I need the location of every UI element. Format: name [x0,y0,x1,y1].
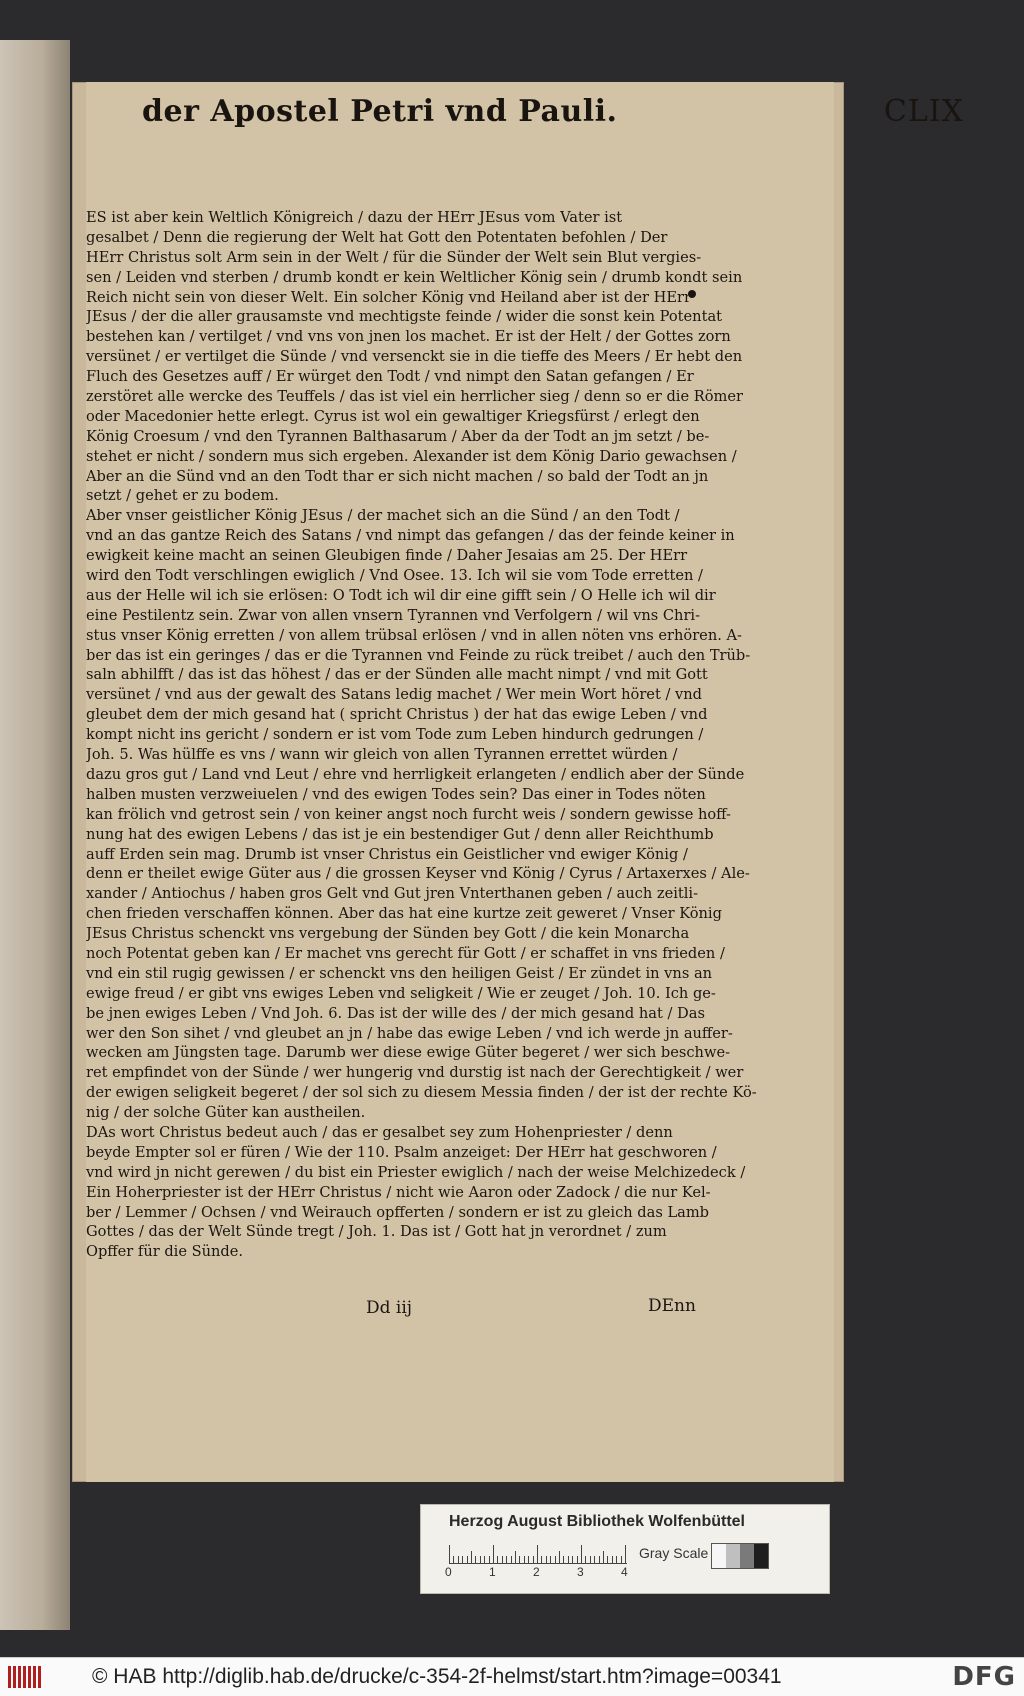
text-line: nung hat des ewigen Lebens / das ist je ein bestendiger Gut / denn aller Reichthumb [86,825,714,843]
text-line: eine Pestilentz sein. Zwar von allen vnsern Tyrannen vnd Verfolgern / wil vns Chri- [86,606,701,624]
text-line: aus der Helle wil ich sie erlösen: O Todt ich wil dir eine gifft sein / O Helle ich wil dir [86,586,716,604]
ruler-tick [471,1551,472,1563]
gray-swatch [712,1544,726,1568]
ruler-tick [555,1556,556,1563]
ruler-label: 1 [489,1565,496,1579]
ruler-tick [511,1556,512,1563]
ruler-tick [594,1556,595,1563]
text-line: nig / der solche Güter kan austheilen. [86,1104,366,1122]
ruler-tick [453,1556,454,1563]
folio-number: CLIX [883,94,964,129]
text-line: setzt / gehet er zu bodem. [86,487,279,505]
ruler-tick [612,1556,613,1563]
ruler-tick [502,1556,503,1563]
text-line: König Croesum / vnd den Tyrannen Balthasarum / Aber da der Todt an jm setzt / be- [86,427,710,445]
text-line: vnd wird jn nicht gerewen / du bist ein Priester ewiglich / nach der weise Melchizedeck / [86,1163,746,1181]
ruler-tick [519,1556,520,1563]
text-line: Gottes / das der Welt Sünde tregt / Joh. 1. Das ist / Gott hat jn verordnet / zum [86,1223,667,1241]
gray-swatch [740,1544,754,1568]
ruler-tick [449,1545,450,1563]
text-line: ewigkeit keine macht an seinen Gleubigen finde / Daher Jesaias am 25. Der HErr [86,547,688,565]
ruler-tick [484,1556,485,1563]
ruler-tick [515,1551,516,1563]
text-line: stehet er nicht / sondern mus sich ergeben. Alexander ist dem König Dario gewachsen / [86,447,737,465]
ruler-tick [585,1556,586,1563]
source-url[interactable]: © HAB http://diglib.hab.de/drucke/c-354-2f-helmst/start.htm?image=00341 [92,1665,782,1688]
ruler-tick [493,1545,494,1563]
gray-scale-swatches [711,1543,769,1569]
text-line: ret empfindet von der Sünde / wer hungerig vnd durstig ist nach der Gerechtigkeit / wer [86,1064,744,1082]
text-line: be jnen ewiges Leben / Vnd Joh. 6. Das ist der wille des / der mich gesand hat / Das [86,1004,705,1022]
text-line: wer den Son sihet / vnd gleubet an jn / habe das ewige Leben / vnd ich werde jn auffer- [86,1024,733,1042]
ruler-tick [524,1556,525,1563]
ruler-label: 0 [445,1565,452,1579]
text-line: wird den Todt verschlingen ewiglich / Vnd Osee. 13. Ich wil sie vom Tode erretten / [86,567,703,585]
library-name: Herzog August Bibliothek Wolfenbüttel [449,1513,745,1530]
text-line: chen frieden verschaffen können. Aber das hat eine kurtze zeit geweret / Vnser König [86,905,722,923]
ruler-tick [458,1556,459,1563]
ruler-tick [475,1556,476,1563]
text-line: Opffer für die Sünde. [86,1243,244,1261]
cm-ruler [449,1541,627,1564]
dfg-logo: DFG [952,1662,1016,1692]
text-line: xander / Antiochus / haben gros Gelt vnd Gut jren Vnterthanen geben / auch zeitli- [86,885,699,903]
text-line: stus vnser König erretten / von allem trübsal erlösen / vnd in allen nöten vns erhören. A- [86,626,742,644]
text-line: der ewigen seligkeit begeret / der sol sich zu diesem Messia finden / der ist der rechte Kö- [86,1084,757,1102]
text-line: Fluch des Gesetzes auff / Er würget den Todt / vnd nimpt den Satan gefangen / Er [86,368,694,386]
text-line: bestehen kan / vertilget / vnd vns von jnen los machet. Er ist der Helt / der Gottes zorn [86,328,731,346]
adjacent-page-edge [0,40,70,1630]
text-line: JEsus / der die aller grausamste vnd mechtigste feinde / wider die sonst kein Potentat [86,308,723,326]
text-line: sen / Leiden vnd sterben / drumb kondt er kein Weltlicher König sein / drumb kondt sein [86,268,743,286]
ruler-tick [563,1556,564,1563]
body-text [86,208,788,1262]
text-line: JEsus Christus schenckt vns vergebung der Sünden bey Gott / die kein Monarcha [86,925,690,943]
ruler-tick [546,1556,547,1563]
ruler-tick [506,1556,507,1563]
text-line: noch Potentat geben kan / Er machet vns gerecht für Gott / er schaffet in vns frieden / [86,944,725,962]
text-line: gesalbet / Denn die regierung der Welt hat Gott den Potentaten befohlen / Der [86,228,668,246]
text-line: ES ist aber kein Weltlich Königreich / dazu der HErr JEsus vom Vater ist [86,209,623,226]
text-line: Joh. 5. Was hülffe es vns / wann wir gleich von allen Tyrannen errettet würden / [86,746,678,764]
text-line: Aber vnser geistlicher König JEsus / der machet sich an die Sünd / an den Todt / [86,507,680,525]
running-title: der Apostel Petri vnd Pauli. [142,94,618,129]
ruler-tick [497,1556,498,1563]
page-text-area [72,82,844,1482]
ruler-tick [533,1556,534,1563]
ruler-tick [621,1556,622,1563]
gray-scale-label: Gray Scale [639,1545,709,1561]
text-line: oder Macedonier hette erlegt. Cyrus ist wol ein gewaltiger Kriegsfürst / erlegt den [86,407,700,425]
text-line: gleubet dem der mich gesand hat ( spricht Christus ) der hat das ewige Leben / vnd [86,706,708,724]
ruler-tick [537,1545,538,1563]
ruler-tick [489,1556,490,1563]
ruler-tick [572,1556,573,1563]
text-line: ber das ist ein geringes / das er die Tyrannen vnd Feinde zu rück treibet / auch den Trüb- [86,646,751,664]
signature-mark: Dd iij [366,1298,413,1318]
text-line: auff Erden sein mag. Drumb ist vnser Christus ein Geistlicher vnd ewiger König / [86,845,688,863]
ruler-tick [467,1556,468,1563]
ruler-label: 4 [621,1565,628,1579]
ruler-tick [590,1556,591,1563]
ruler-tick [603,1551,604,1563]
catchword: DEnn [648,1296,696,1316]
ruler-tick [577,1556,578,1563]
ruler-tick [462,1556,463,1563]
text-line: dazu gros gut / Land vnd Leut / ehre vnd herrligkeit erlangeten / endlich aber der Sünde [86,765,745,783]
text-line: ewige freud / er gibt vns ewiges Leben vnd seligkeit / Wie er zeuget / Joh. 10. Ich ge- [86,984,716,1002]
ruler-tick [550,1556,551,1563]
text-line: Reich nicht sein von dieser Welt. Ein solcher König vnd Heiland aber ist der HErr [86,288,691,306]
ruler-label: 3 [577,1565,584,1579]
text-line: Aber an die Sünd vnd an den Todt thar er sich nicht machen / so bald der Todt an jn [86,467,709,485]
ruler-tick [599,1556,600,1563]
text-line: denn er theilet ewige Güter aus / die grossen Keyser vnd König / Cyrus / Artaxerxes / Ale- [86,865,750,883]
text-line: kompt nicht ins gericht / sondern er ist vom Tode zum Leben hindurch gedrungen / [86,726,704,744]
ruler-tick [528,1556,529,1563]
ruler-tick [616,1556,617,1563]
gray-swatch [754,1544,768,1568]
text-line: HErr Christus solt Arm sein in der Welt / für die Sünder der Welt sein Blut vergies- [86,248,702,266]
text-line: zerstöret alle wercke des Teuffels / das ist viel ein herrlicher sieg / denn so er die Römer [86,388,743,406]
text-line: vnd an das gantze Reich des Satans / vnd nimpt das gefangen / das der feinde keiner in [86,527,735,545]
ruler-tick [480,1556,481,1563]
ruler-tick [581,1545,582,1563]
text-line: vnd ein stil rugig gewissen / er schenckt vns den heiligen Geist / Er zündet in vns an [86,964,713,982]
ruler-tick [568,1556,569,1563]
text-line: halben musten verzweiuelen / vnd des ewigen Todes sein? Das einer in Todes nöten [86,785,706,803]
ruler-tick [625,1545,626,1563]
text-line: ber / Lemmer / Ochsen / vnd Weirauch opfferten / sondern er ist zu gleich das Lamb [86,1203,710,1221]
text-line: versünet / vnd aus der gewalt des Satans ledig machet / Wer mein Wort höret / vnd [86,686,702,704]
text-line: beyde Empter sol er füren / Wie der 110. Psalm anzeiget: Der HErr hat geschworen / [86,1143,717,1161]
ruler-tick [541,1556,542,1563]
text-line: kan frölich vnd getrost sein / von keiner angst noch furcht weis / sondern gewisse hoff- [86,805,731,823]
viewer-footer [0,1657,1024,1696]
text-line: wecken am Jüngsten tage. Darumb wer diese ewige Güter begeret / wer sich beschwe- [86,1044,731,1062]
ruler-label: 2 [533,1565,540,1579]
gray-swatch [726,1544,740,1568]
text-line: DAs wort Christus bedeut auch / das er gesalbet sey zum Hohenpriester / denn [86,1123,673,1141]
hab-barcode-icon [8,1666,42,1688]
ruler-tick [559,1551,560,1563]
ruler-tick [607,1556,608,1563]
text-line: versünet / er vertilget die Sünde / vnd versenckt sie in die tieffe des Meers / Er hebt den [86,348,743,366]
color-scale-card [420,1504,830,1594]
text-line: saln abhilfft / das ist das höhest / das er der Sünden alle macht nimpt / vnd mit Gott [86,666,708,684]
text-line: Ein Hoherpriester ist der HErr Christus / nicht wie Aaron oder Zadock / die nur Kel- [86,1183,711,1201]
